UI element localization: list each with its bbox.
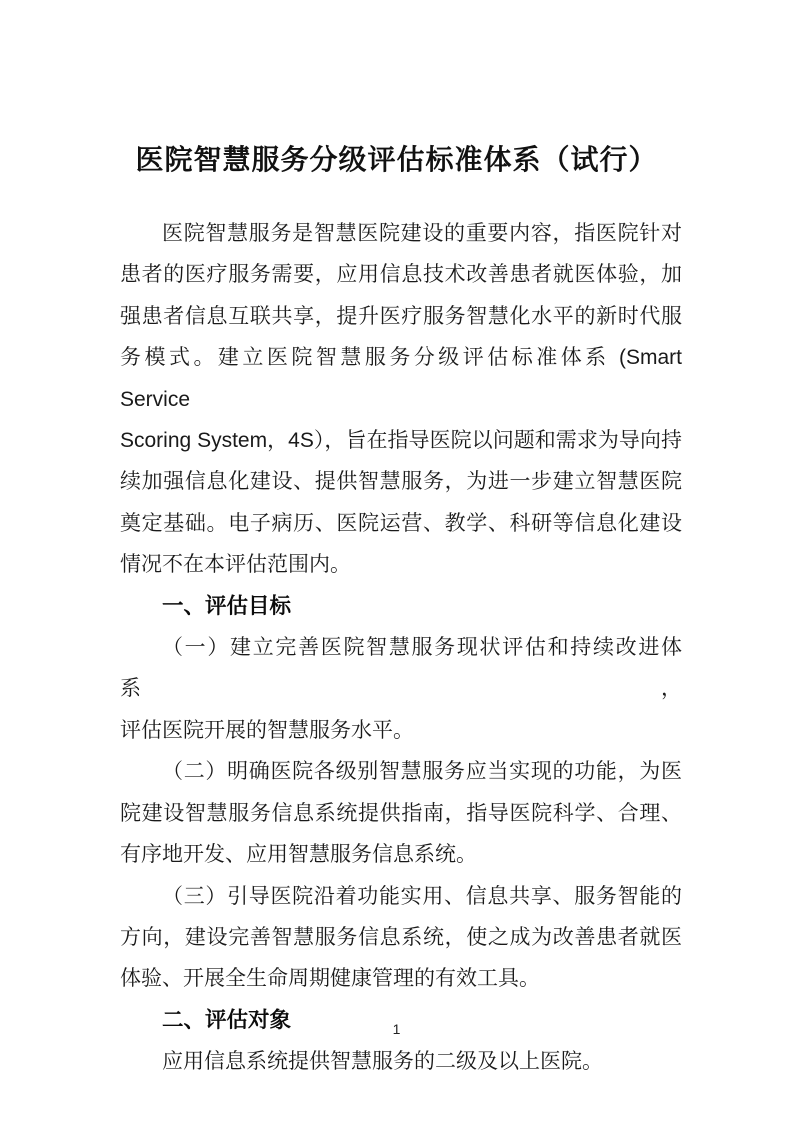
section-heading: 二、评估对象 xyxy=(162,1007,292,1032)
paragraph-line: （一）建立完善医院智慧服务现状评估和持续改进体系， xyxy=(120,636,682,701)
paragraph-line: 续加强信息化建设、提供智慧服务，为进一步建立智慧医院 xyxy=(120,470,682,494)
page-number: 1 xyxy=(392,1021,401,1037)
paragraph-line: （三）引导医院沿着功能实用、信息共享、服务智能的 xyxy=(162,884,682,908)
paragraph-line: 情况不在本评估范围内。 xyxy=(120,553,351,577)
paragraph-line: 应用信息系统提供智慧服务的二级及以上医院。 xyxy=(162,1050,603,1074)
paragraph-line: 医院智慧服务是智慧医院建设的重要内容，指医院针对 xyxy=(162,222,682,245)
paragraph-line: 院建设智慧服务信息系统提供指南，指导医院科学、合理、 xyxy=(120,801,682,825)
paragraph-line: 奠定基础。电子病历、医院运营、教学、科研等信息化建设 xyxy=(120,511,682,535)
paragraph-line: Scoring System，4S），旨在指导医院以问题和需求为导向持 xyxy=(120,429,682,453)
paragraph-line: 患者的医疗服务需要，应用信息技术改善患者就医体验，加 xyxy=(120,263,682,287)
paragraph-line: 方向，建设完善智慧服务信息系统，使之成为改善患者就医 xyxy=(120,925,682,949)
document-body xyxy=(120,213,682,1083)
paragraph-line: 体验、开展全生命周期健康管理的有效工具。 xyxy=(120,967,540,991)
document-title: 医院智慧服务分级评估标准体系（试行） xyxy=(135,145,658,176)
paragraph-line: 评估医院开展的智慧服务水平。 xyxy=(120,718,414,742)
section-heading: 一、评估目标 xyxy=(162,593,292,618)
paragraph-line: 有序地开发、应用智慧服务信息系统。 xyxy=(120,843,477,867)
paragraph-line: 务模式。建立医院智慧服务分级评估标准体系 (Smart Service xyxy=(120,346,682,411)
paragraph-line: 强患者信息互联共享，提升医疗服务智慧化水平的新时代服 xyxy=(120,304,682,328)
paragraph-line: （二）明确医院各级别智慧服务应当实现的功能，为医 xyxy=(162,760,682,784)
